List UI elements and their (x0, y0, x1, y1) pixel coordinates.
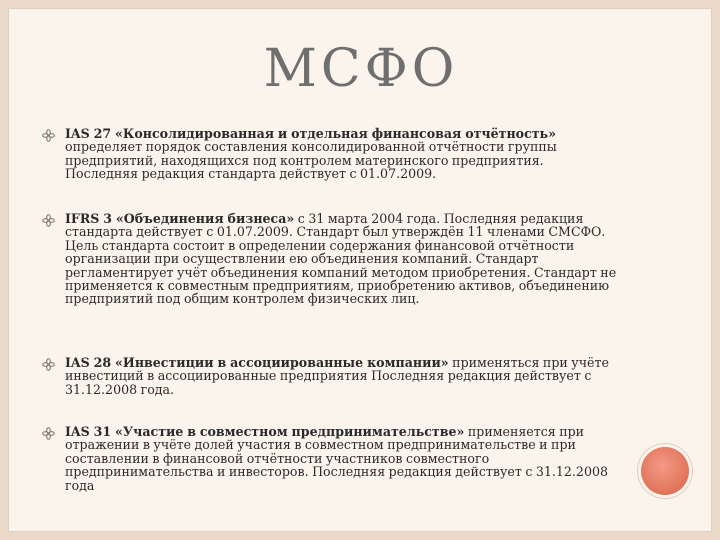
standard-description: определяет порядок составления консолидированной отчётности группы предприятий, находящихся под контролем материнского предприятия. Последняя редакция стандарта действует с 01.07.2009. (65, 139, 557, 182)
decorative-circle (641, 447, 689, 495)
slide-title: МСФО (263, 39, 459, 99)
list-item-text (65, 425, 620, 492)
bullet-list (9, 9, 713, 533)
flower-bullet-icon (42, 214, 55, 227)
standard-description: с 31 марта 2004 года. Последняя редакция стандарта действует с 01.07.2009. Стандарт был утверждён 11 членами СМСФО. Цель стандарта состоит в определении содержания финансовой отчётности организации при осуществлении ею объединения компаний. Стандарт регламентирует учёт объединения компаний методом приобретения. Стандарт не применяется к совместным предприятиям, приобретению активов, объединению предприятий под общим контролем физических лиц. (65, 211, 617, 307)
list-item-text (65, 356, 620, 396)
list-item-text (65, 127, 620, 181)
flower-bullet-icon (42, 427, 55, 440)
standard-name: IAS 28 «Инвестиции в ассоциированные компании» (65, 355, 449, 370)
flower-bullet-icon (42, 358, 55, 371)
slide (8, 8, 712, 532)
standard-description: применяется при отражении в учёте долей участия в совместном предпринимательстве и при составлении в финансовой отчётности участников совместного предпринимательства и инвесторов. Последняя редакция действует с 31.12.2008 года (65, 424, 608, 493)
flower-bullet-icon (42, 129, 55, 142)
standard-name: IFRS 3 «Объединения бизнеса» (65, 211, 295, 226)
standard-description: применяться при учёте инвестиций в ассоциированные предприятия Последняя редакция действует с 31.12.2008 года. (65, 355, 609, 397)
standard-name: IAS 27 «Консолидированная и отдельная финансовая отчётность» (65, 126, 556, 141)
standard-name: IAS 31 «Участие в совместном предпринимательстве» (65, 424, 465, 439)
list-item-text (65, 212, 620, 306)
